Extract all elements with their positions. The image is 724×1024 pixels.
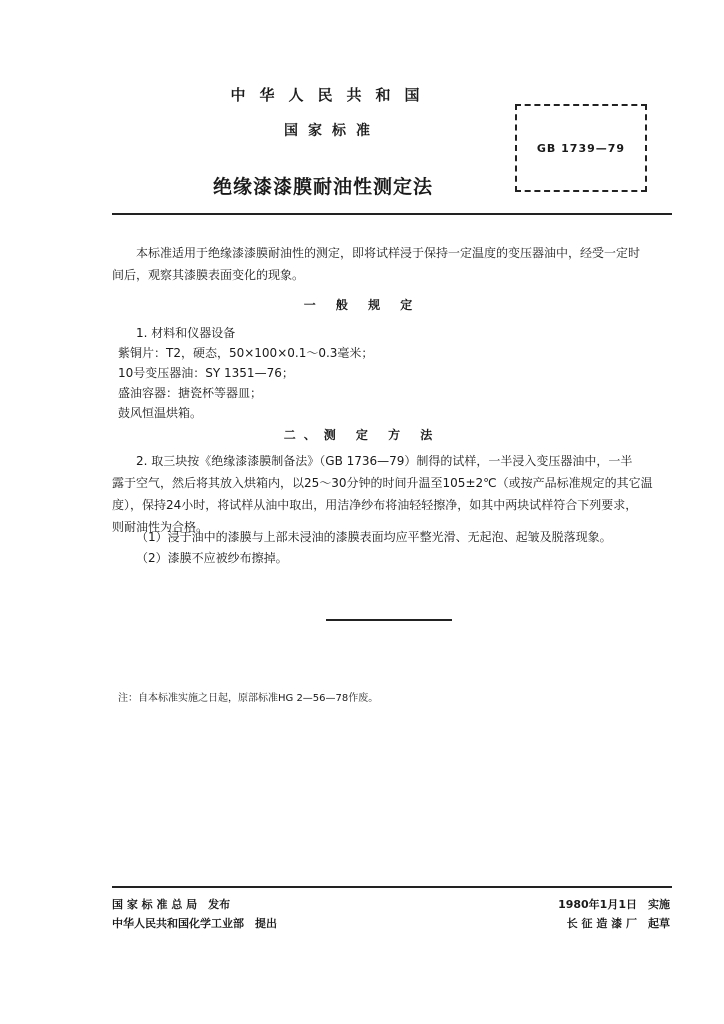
footnote: 注：自本标准实施之日起，原部标准HG 2—56—78作废。 [118,693,379,704]
standard-code: GB 1739—79 [536,142,626,155]
footer-issuer: 国 家 标 准 总 局 发布 [112,898,231,911]
material-line: 10号变压器油：SY 1351—76； [118,366,294,380]
item-materials-title: 1. 材料和仪器设备 [136,326,236,340]
material-line: 鼓风恒温烘箱。 [118,406,203,420]
method-line: 度），保持24小时，将试样从油中取出，用洁净纱布将油轻轻擦净，如其中两块试样符合下列要求， [112,498,638,512]
method-line: 2. 取三块按《绝缘漆漆膜制备法》（GB 1736—79）制得的试样，一半浸入变压器油中，一半 [136,454,633,468]
footer-proposer: 中华人民共和国化学工业部 提出 [112,917,277,930]
section-heading-method: 二、测 定 方 法 [283,428,441,442]
end-divider [326,619,452,621]
section-heading-general: 一 般 规 定 [303,298,421,312]
intro-paragraph [112,242,668,286]
footer-drafter: 长 征 造 漆 厂 起草 [566,917,670,930]
standard-code-box [515,104,647,192]
footer-effective-date: 1980年1月1日 实施 [558,898,670,911]
header-rule [112,213,672,215]
intro-line-2: 间后，观察其漆膜表面变化的现象。 [112,268,305,282]
document-title: 绝缘漆漆膜耐油性测定法 [212,176,433,198]
requirement-2: （2）漆膜不应被纱布擦掉。 [136,551,288,565]
footer-rule [112,886,672,888]
method-paragraph [112,450,668,538]
country-name: 中华人民共和国 [230,86,434,104]
material-line: 紫铜片：T2，硬态，50×100×0.1～0.3毫米； [118,346,374,360]
standard-type: 国家标准 [284,123,380,139]
method-line: 露于空气，然后将其放入烘箱内，以25～30分钟的时间升温至105±2℃（或按产品标准规定的其它温 [112,476,653,490]
intro-line-1: 本标准适用于绝缘漆漆膜耐油性的测定，即将试样浸于保持一定温度的变压器油中，经受一定时 [136,246,641,260]
requirement-1: （1）浸于油中的漆膜与上部未浸油的漆膜表面均应平整光滑、无起泡、起皱及脱落现象。 [136,530,612,544]
method-line: 则耐油性为合格。 [112,520,209,534]
material-line: 盛油容器：搪瓷杯等器皿； [118,386,263,400]
